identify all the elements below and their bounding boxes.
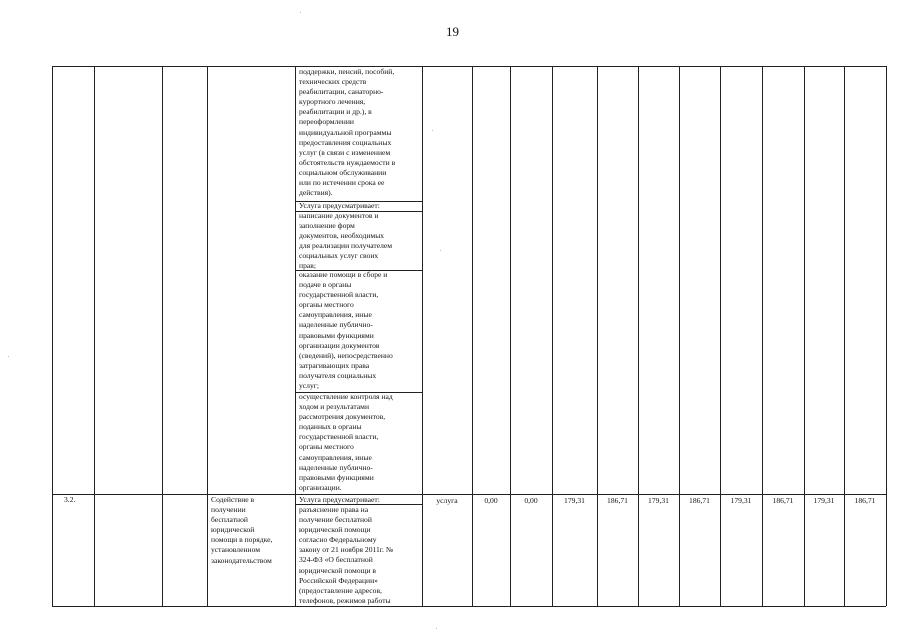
column-divider [295, 66, 296, 606]
description-continued: поддержки, пенсий, пособий, технических средств реабилитации, санаторно- курортного лечения, реабилитации и др.), в переоформлении индивидуальной программы предоставления социальных услуг (в связи с изменением обстоятельств нуждаемости в социальном обслуживании или по истечении срока ее действия). [299, 67, 396, 198]
table-border-left [52, 66, 53, 606]
column-divider [844, 66, 845, 606]
description-item: осуществление контроля над ходом и результатами рассмотрения документов, поданных в органы государственной власти, органы местного самоуправления, иные наделенные публично- правовыми функциями организации. [299, 392, 393, 492]
scan-speck [440, 250, 441, 251]
scan-speck [432, 130, 433, 131]
description-item: написание документов и заполнение форм документов, необходимых для реализации получателем социальных услуг своих прав; [299, 211, 393, 271]
column-divider [597, 66, 598, 606]
column-divider [638, 66, 639, 606]
column-divider [679, 66, 680, 606]
column-divider [94, 66, 95, 606]
services-table [52, 66, 886, 606]
value-cell: 186,71 [854, 496, 876, 505]
value-cell: 0,00 [484, 496, 498, 505]
value-cell: 0,00 [524, 496, 538, 505]
row-divider [52, 494, 886, 495]
table-border-top [52, 66, 886, 67]
unit-cell: услуга [436, 496, 458, 505]
value-cell: 179,31 [813, 496, 835, 505]
column-divider [207, 66, 208, 606]
description-header: Услуга предусматривает: [299, 201, 380, 210]
table-border-bottom [52, 606, 886, 607]
value-cell: 179,31 [564, 496, 585, 505]
column-divider [720, 66, 721, 606]
scan-speck [436, 628, 437, 629]
scan-speck [8, 356, 9, 357]
value-cell: 186,71 [689, 496, 710, 505]
column-divider [552, 66, 553, 606]
description-item: разъяснение права на получение бесплатной юридической помощи согласно Федеральному закону от 21 ноября 2011г. № 324-ФЗ «О бесплатной юридической помощи в Российской Федерации» (предоставление адресов, телефонов, режимов работы [299, 505, 394, 605]
value-cell: 186,71 [607, 496, 628, 505]
column-divider [422, 66, 423, 606]
column-divider [162, 66, 163, 606]
scan-speck [300, 12, 301, 13]
column-divider [804, 66, 805, 606]
column-divider [762, 66, 763, 606]
description-item: оказание помощи в сборе и подаче в органы государственной власти, органы местного самоуправления, иные наделенные публично- правовыми функциями организации документов (сведений), непосредственно затрагивающих права получателя социальных услуг; [299, 270, 393, 391]
row-number: 3.2. [64, 495, 76, 504]
value-cell: 179,31 [648, 496, 669, 505]
column-divider [510, 66, 511, 606]
description-header: Услуга предусматривает: [299, 495, 380, 504]
page-number: 19 [446, 24, 459, 39]
value-cell: 179,31 [730, 496, 752, 505]
value-cell: 186,71 [772, 496, 794, 505]
service-name: Содействие в получении бесплатной юридической помощи в порядке, установленном законодательством [211, 495, 273, 565]
table-border-right [886, 66, 887, 606]
column-divider [472, 66, 473, 606]
